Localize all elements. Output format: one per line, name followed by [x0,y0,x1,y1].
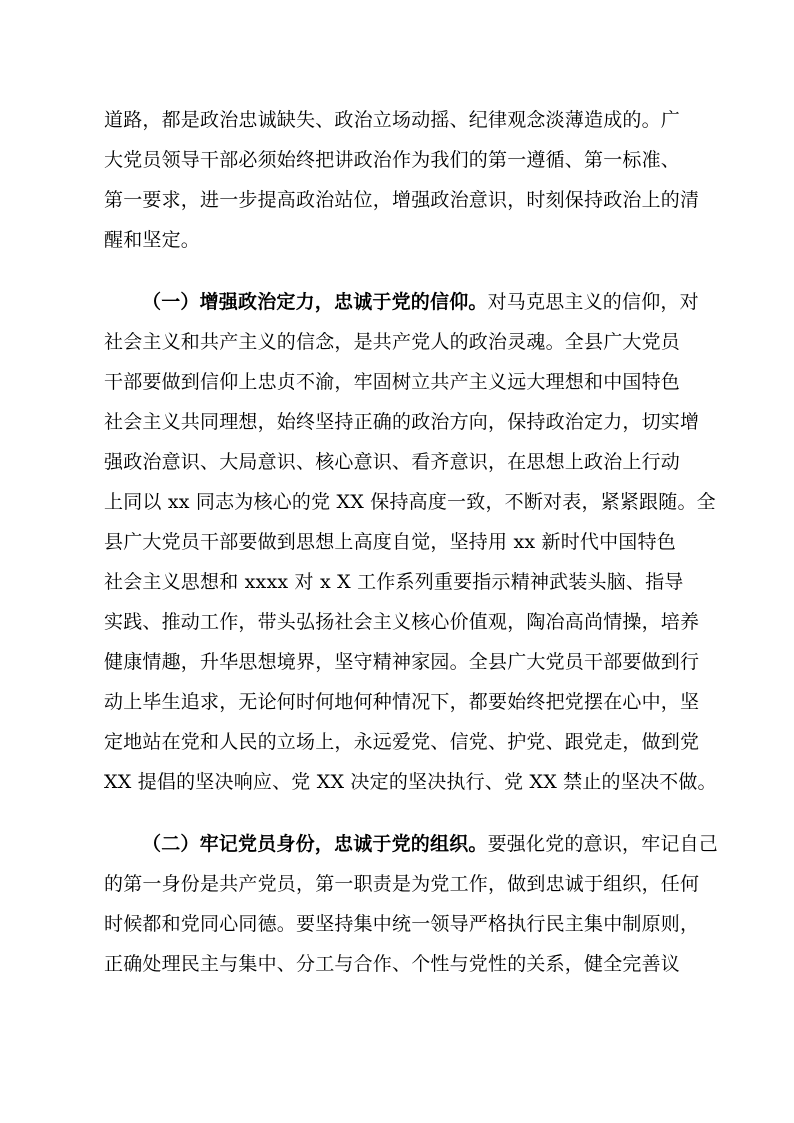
section-1-first-line [142,290,732,314]
paragraph-line: 道路，都是政治忠诚缺失、政治立场动摇、纪律观念淡薄造成的。广 [104,109,681,131]
paragraph-line: 定地站在党和人民的立场上，永远爱党、信党、护党、跟党走，做到党 [104,731,700,753]
paragraph-line: 县广大党员干部要做到思想上高度自觉，坚持用 xx 新时代中国特色 [104,531,676,553]
paragraph-line: 时候都和党同心同德。要坚持集中统一领导严格执行民主集中制原则， [104,913,700,935]
paragraph-line: 干部要做到信仰上忠贞不渝，牢固树立共产主义远大理想和中国特色 [104,371,681,393]
paragraph-line: 社会主义思想和 xxxx 对 x X 工作系列重要指示精神武装头脑、指导 [104,571,684,593]
section-2-heading-rest: 要强化党的意识，牢记自己 [487,833,719,855]
paragraph-line: 社会主义共同理想，始终坚持正确的政治方向，保持政治定力，切实增 [104,411,700,433]
paragraph-line: 动上毕生追求，无论何时何地何种情况下，都要始终把党摆在心中，坚 [104,691,700,713]
paragraph-line: 上同以 xx 同志为核心的党 XX 保持高度一致，不断对表，紧紧跟随。全 [104,491,716,513]
paragraph-line: 社会主义和共产主义的信念，是共产党人的政治灵魂。全县广大党员 [104,331,681,353]
paragraph-line: 醒和坚定。 [104,229,201,251]
section-1-heading-rest: 对马克思主义的信仰，对 [487,291,699,313]
paragraph-line: 强政治意识、大局意识、核心意识、看齐意识，在思想上政治上行动 [104,451,681,473]
paragraph-line: 第一要求，进一步提高政治站位，增强政治意识，时刻保持政治上的清 [104,189,700,211]
paragraph-line: 的第一身份是共产党员，第一职责是为党工作，做到忠诚于组织，任何 [104,873,700,895]
paragraph-line: 大党员领导干部必须始终把讲政治作为我们的第一遵循、第一标准、 [104,149,681,171]
section-2-first-line [142,832,732,856]
paragraph-line: XX 提倡的坚决响应、党 XX 决定的坚决执行、党 XX 禁止的坚决不做。 [104,771,717,793]
paragraph-line: 实践、推动工作，带头弘扬社会主义核心价值观，陶冶高尚情操，培养 [104,611,700,633]
section-1-heading: （一）增强政治定力，忠诚于党的信仰。 [142,291,488,313]
section-2-heading: （二）牢记党员身份，忠诚于党的组织。 [142,833,488,855]
paragraph-line: 健康情趣，升华思想境界，坚守精神家园。全县广大党员干部要做到行 [104,651,700,673]
paragraph-line: 正确处理民主与集中、分工与合作、个性与党性的关系，健全完善议 [104,953,681,975]
